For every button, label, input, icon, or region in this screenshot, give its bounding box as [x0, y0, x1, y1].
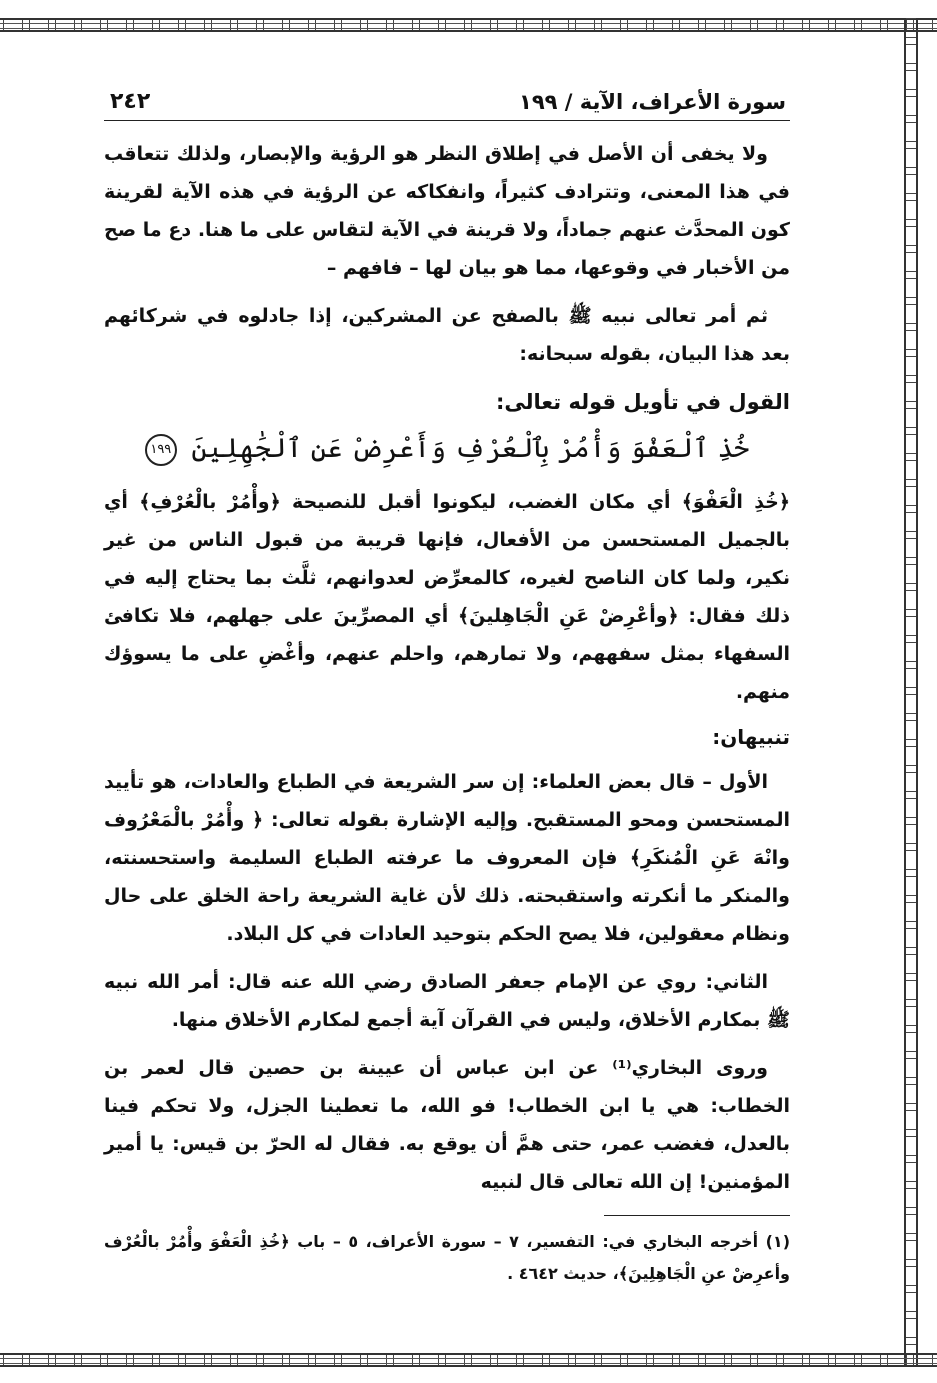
- page-border-bottom: [0, 1353, 937, 1367]
- page-border-right: [904, 18, 918, 1367]
- note-first: الأول – قال بعض العلماء: إن سر الشريعة في الطباع والعادات، هو تأييد المستحسن ومحو المستقبح. وإليه الإشارة بقوله تعالى: ﴿ وأْمُرْ بالْمَعْرُوف وانْهَ عَنِ الْمُنكَرِ﴾ فإن المعروف ما عرفته الطباع السليمة واستحسنته، والمنكر ما أنكرته واستقبحته. ذلك لأن غاية الشريعة راحة الخلق على حال ونظام معقولين، فلا يصح الحكم بتوحيد العادات في كل البلاد.: [104, 771, 790, 945]
- book-page: [104, 78, 790, 1290]
- tafsir-paragraph: ﴿خُذِ الْعَفْوَ﴾ أي مكان الغضب، ليكونوا أقبل للنصيحة ﴿وأْمُرْ بالْعُرْفِ﴾ أي بالجميل المستحسن من الأفعال، فإنها قريبة من قبول الناس من غير نكير، ولما كان الناصح لغيره، كالمعرِّض لعدوانهم، ثلَّث بما يحتاج إليه في ذلك فقال: ﴿وأعْرِضْ عَنِ الْجَاهِلينَ﴾ أي المصرِّينَ على جهلهم، فلا تكافئ السفهاء بمثل سفههم، ولا تمارهم، واحلم عنهم، وأغْضِ على ما يسوؤك منهم.: [104, 491, 790, 703]
- notes-heading: تنبيهان:: [712, 725, 790, 749]
- section-heading: القول في تأويل قوله تعالى:: [496, 390, 790, 414]
- quran-verse: [104, 423, 790, 475]
- page-number: ٢٤٢: [110, 89, 151, 114]
- footnote: (١) أخرجه البخاري في: التفسير، ٧ – سورة الأعراف، ٥ – باب ﴿خُذِ الْعَفْوَ وأْمُرْ بالْعُرْف وأعرِضْ عنِ الْجَاهِلِينَ﴾، حديث ٤٦٤٢ .: [104, 1232, 790, 1283]
- bukhari-paragraph: وروى البخاري⁽¹⁾ عن ابن عباس أن عيينة بن حصين قال لعمر بن الخطاب: هي يا ابن الخطاب! فو الله، ما تعطينا الجزل، ولا تحكم فينا بالعدل، فغضب عمر، حتى همَّ أن يوقع به. فقال له الحرّ بن قيس: يا أمير المؤمنين! إن الله تعالى قال لنبيه: [104, 1057, 790, 1193]
- footnote-separator: [604, 1215, 790, 1216]
- running-title: سورة الأعراف، الآية / ١٩٩: [519, 90, 786, 114]
- paragraph-1: ولا يخفى أن الأصل في إطلاق النظر هو الرؤية والإبصار، ولذلك تتعاقب في هذا المعنى، وتترادف كثيراً، وانفكاكه عن الرؤية في هذه الآية لقرينة كون المحدَّث عنهم جماداً، ولا قرينة في الآية لتقاس على ما هنا. دع ما صح من الأخبار في وقوعها، مما هو بيان لها – فافهم –: [104, 143, 790, 279]
- verse-number-marker: ١٩٩: [145, 434, 177, 466]
- verse-text: خُذِ ٱلْعَفْوَ وَأْمُرْ بِٱلْعُرْفِ وَأَعْرِضْ عَنِ ٱلْجَٰهِلِينَ: [191, 433, 750, 464]
- running-header: [104, 78, 790, 121]
- note-second: الثاني: روي عن الإمام جعفر الصادق رضي الله عنه قال: أمر الله نبيه ﷺ بمكارم الأخلاق، وليس في القرآن آية أجمع لمكارم الأخلاق منها.: [104, 971, 790, 1031]
- page-border-top: [0, 18, 937, 32]
- paragraph-2: ثم أمر تعالى نبيه ﷺ بالصفح عن المشركين، إذا جادلوه في شركائهم بعد هذا البيان، بقوله سبحانه:: [104, 305, 790, 365]
